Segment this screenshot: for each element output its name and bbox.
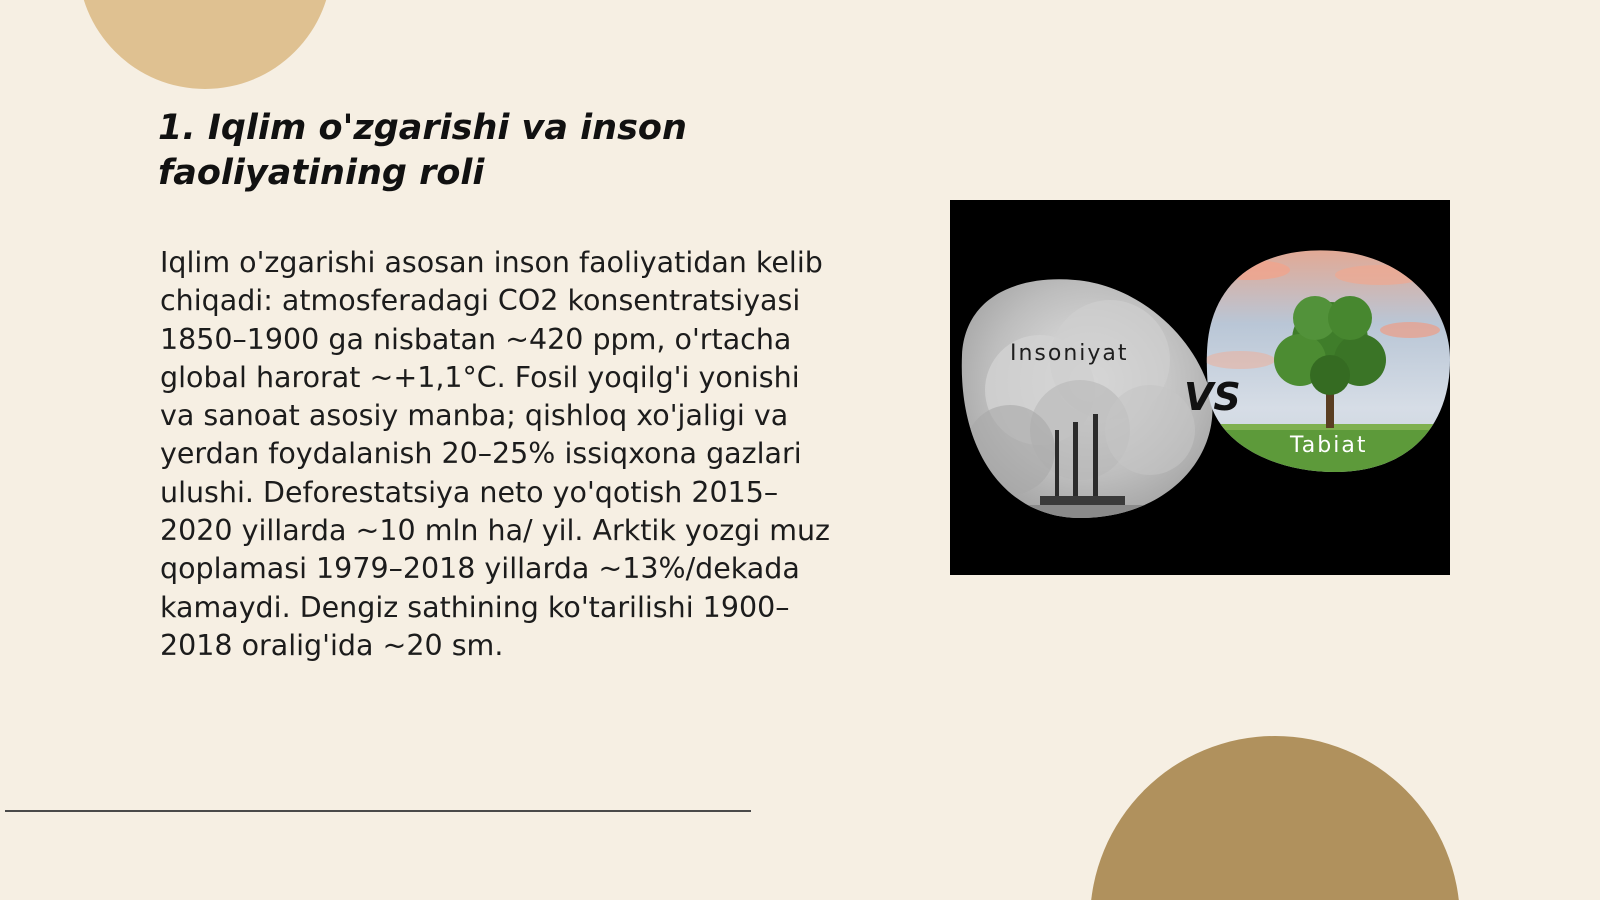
decorative-circle-bottom <box>1090 736 1460 900</box>
tabiat-label: Tabiat <box>1290 433 1368 458</box>
insoniyat-label: Insoniyat <box>1010 341 1129 366</box>
humanity-vs-nature-image <box>950 200 1450 575</box>
decorative-circle-top <box>78 0 332 89</box>
divider-line <box>5 810 751 812</box>
vs-label: VS <box>1184 375 1241 419</box>
slide-body-text: Iqlim o'zgarishi asosan inson faoliyatidan kelib chiqadi: atmosferadagi CO2 konsentratsiyasi 1850–1900 ga nisbatan ~420 ppm, o'rtacha global harorat ~+1,1°C. Fosil yoqilg'i yonishi va sanoat asosiy manba; qishloq xo'jaligi va yerdan foydalanish 20–25% issiqxona gazlari ulushi. Deforestatsiya neto yo'qotish 2015–2020 yillarda ~10 mln ha/ yil. Arktik yozgi muz qoplamasi 1979–2018 yillarda ~13%/dekada kamaydi. Dengiz sathining ko'tarilishi 1900–2018 oralig'ida ~20 sm. <box>160 246 831 662</box>
slide-title: 1. Iqlim o'zgarishi va inson faoliyatining roli <box>158 108 687 193</box>
